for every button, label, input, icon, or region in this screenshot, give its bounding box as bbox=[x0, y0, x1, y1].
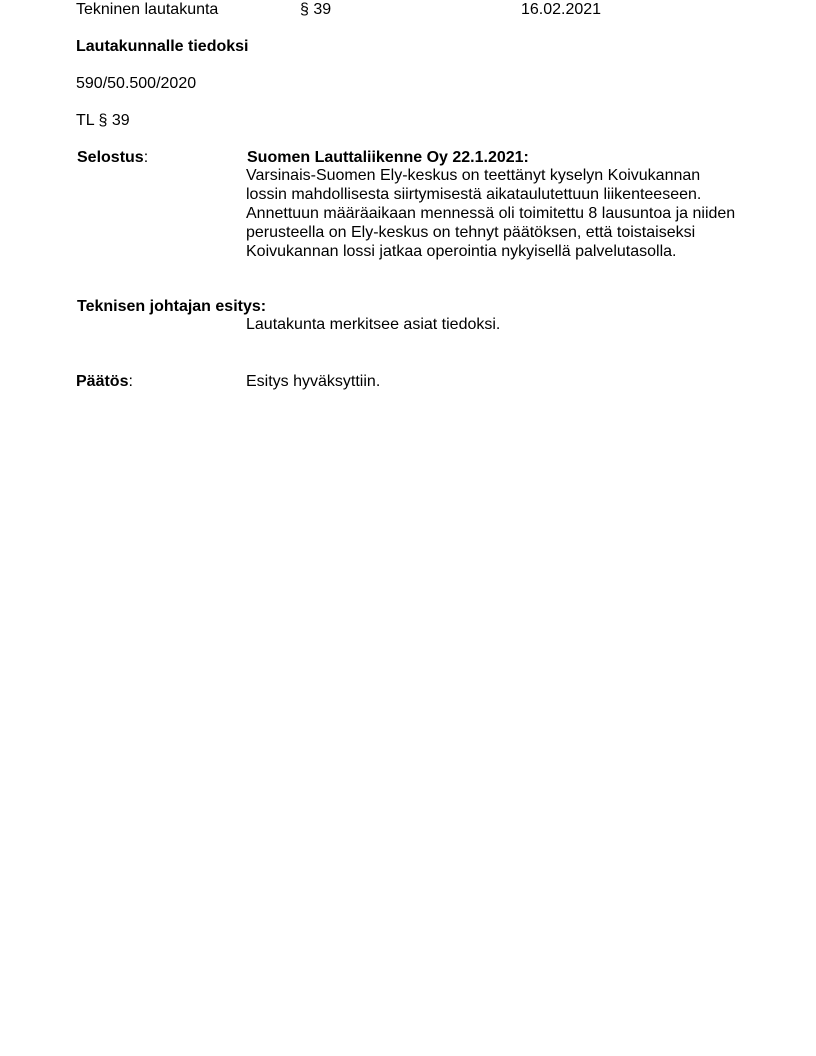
decision-colon: : bbox=[128, 373, 133, 390]
proposal-text: Lautakunta merkitsee asiat tiedoksi. bbox=[246, 316, 501, 333]
decision-label: Päätös bbox=[76, 373, 129, 390]
proposal-label: Teknisen johtajan esitys: bbox=[77, 298, 267, 315]
selostus-label: Selostus bbox=[77, 149, 144, 166]
selostus-heading: Suomen Lauttaliikenne Oy 22.1.2021: bbox=[247, 149, 529, 166]
selostus-line: perusteella on Ely-keskus on tehnyt päätöksen, että toistaiseksi bbox=[246, 224, 696, 241]
header-date: 16.02.2021 bbox=[521, 1, 602, 18]
selostus-label-wrap bbox=[77, 148, 148, 167]
page-title: Lautakunnalle tiedoksi bbox=[76, 38, 249, 55]
selostus-line: Koivukannan lossi jatkaa operointia nykyisellä palvelutasolla. bbox=[246, 243, 677, 260]
selostus-line: Annettuun määräaikaan mennessä oli toimitettu 8 lausuntoa ja niiden bbox=[246, 205, 736, 222]
selostus-colon: : bbox=[143, 149, 149, 166]
record-number: 590/50.500/2020 bbox=[76, 75, 197, 92]
decision-label-wrap bbox=[76, 372, 133, 391]
selostus-line: lossin mahdollisesta siirtymisestä aikataulutettuun liikenteeseen. bbox=[246, 186, 702, 203]
selostus-paragraph bbox=[246, 166, 766, 261]
reference: TL § 39 bbox=[76, 112, 130, 129]
selostus-line: Varsinais-Suomen Ely-keskus on teettänyt kyselyn Koivukannan bbox=[246, 167, 701, 184]
decision-text: Esitys hyväksyttiin. bbox=[246, 373, 381, 390]
header-section: § 39 bbox=[300, 1, 332, 18]
header-committee: Tekninen lautakunta bbox=[76, 1, 219, 18]
